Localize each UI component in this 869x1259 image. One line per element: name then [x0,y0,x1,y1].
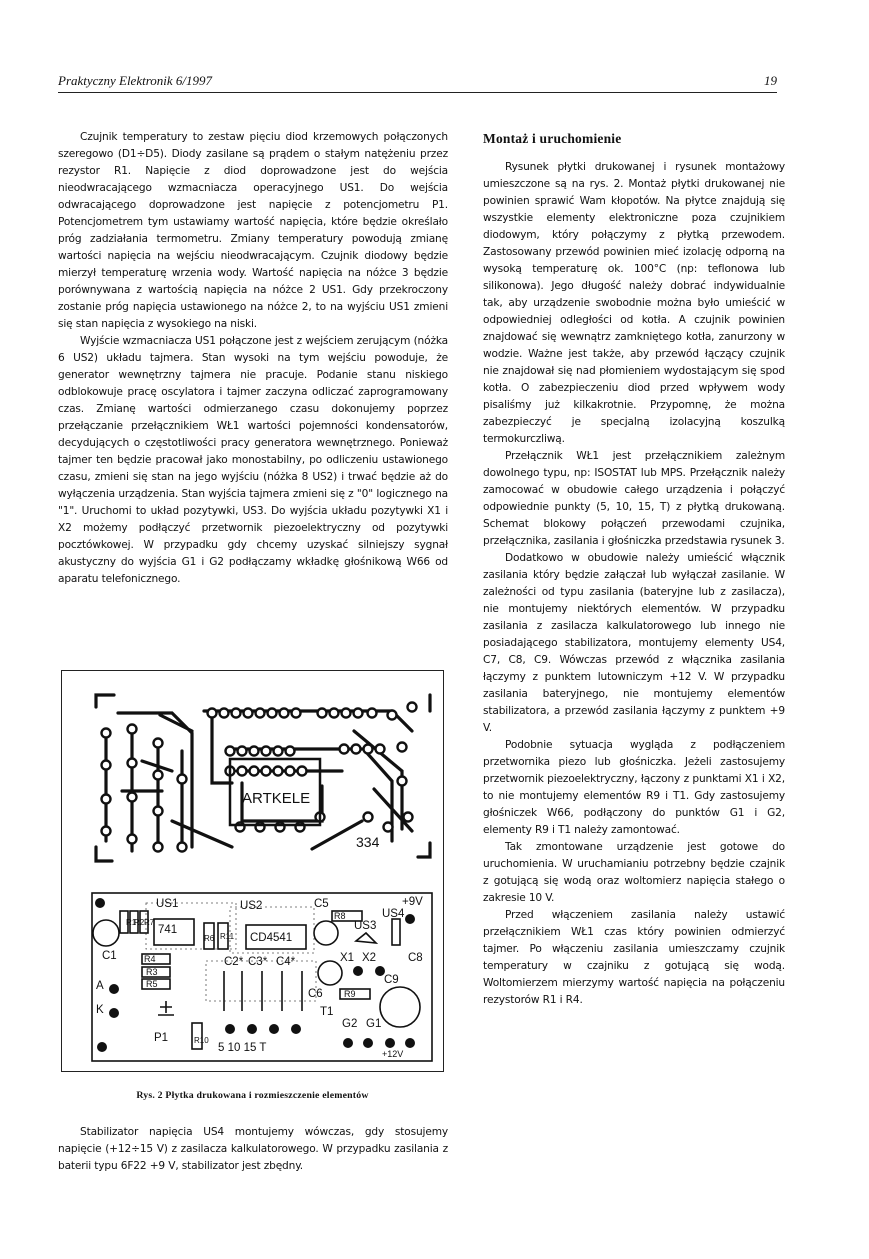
layout-label: CD4541 [250,932,293,944]
layout-label: US4 [382,908,405,920]
layout-label: C2* [224,956,244,968]
layout-label: R3 [146,967,158,977]
layout-label: R2 [134,918,145,927]
layout-label: R7 [144,918,155,927]
layout-label: +9V [402,896,423,908]
layout-label: US2 [240,900,263,912]
layout-label: C1 [102,950,117,962]
paragraph: Stabilizator napięcia US4 montujemy wówczas, gdy stosujemy napięcie (+12÷15 V) z zasilacza kalkulatorowego. W przypadku zasilania z baterii typu 6F22 +9 V, stabilizator jest zbędny. [58,1126,448,1172]
figure-caption: Rys. 2 Płytka drukowana i rozmieszczenie elementów [136,1090,369,1101]
layout-label: +12V [382,1049,404,1059]
layout-label: R1 [126,918,137,927]
layout-label: R5 [146,979,158,989]
layout-label: R10 [194,1036,209,1045]
layout-label: R4 [144,954,156,964]
layout-label: R9 [344,989,356,999]
figure-pcb [61,670,444,1072]
journal-title: Praktyczny Elektronik 6/1997 [58,73,213,88]
layout-label: R11 [220,932,235,941]
layout-label: X1 [340,952,355,964]
page-number: 19 [764,73,777,88]
layout-label: A [96,980,104,992]
layout-label: US3 [354,920,377,932]
paragraph: Dodatkowo w obudowie należy umieścić włącznik zasilania który będzie załączał lub wyłączał zasilanie. W zależności od typu zasilania (bateryjne lub z zasilacza), nie montujemy niektórych elementów. W przypadku zasilania z zasilacza kalkulatorowego lub innego nie posiadającego stabilizatora, montujemy elementy US4, C7, C8, C9. Wówczas przewód z włącznika zasilania łączymy z punktem lutowniczym +12 V. W przypadku zasilania bateryjnego, nie montujemy elementów stabilizatora, a przewód zasilania łączymy z punktem +9 V. [483,552,785,734]
layout-label: R8 [334,911,346,921]
layout-label: C5 [314,898,329,910]
layout-label: T1 [320,1006,334,1018]
layout-label: US1 [156,898,179,910]
left-column-top [58,129,448,588]
pcb-label-number: 334 [356,834,380,850]
layout-label: G1 [366,1018,382,1030]
left-column-bottom [58,1124,448,1175]
layout-label: G2 [342,1018,358,1030]
section-heading: Montaż i uruchomienie [483,131,622,146]
paragraph: Rysunek płytki drukowanej i rysunek montażowy umieszczone są na rys. 2. Montaż płytki drukowanej nie powinien sprawić Wam kłopotów. Na płytce znajdują się wszystkie elementy elektroniczne poza czujnikiem diodowym, który połączymy z płytką przewodem. Zastosowany przewód powinien mieć izolację odporną na wysoką temperaturę ok. 100°C (np: teflonowa lub silikonowa). Jego długość należy dobrać indywidualnie tak, aby urządzenie swobodnie można było umieścić w odpowiedniej odległości od kotła. A czujnik powinien znajdować się wewnątrz zamkniętego kotła, zanurzony w wodzie. Ważne jest także, aby przewód łączący czujnik nie znajdował się nad płomieniem wydostającym się spod kotła. O zabezpieczeniu diod przed wpływem wody pisaliśmy już kilkakrotnie. Przypomnę, że można zabezpieczyć je specjalną izolacyjną koszulką termokurczliwą. [483,161,785,445]
pcb-drawing [62,671,443,1071]
layout-label: C9 [384,974,399,986]
paragraph: Tak zmontowane urządzenie jest gotowe do uruchomienia. W uruchamianiu potrzebny będzie czajnik z gotującą się wodą oraz woltomierz napięcia stałego o zakresie 10 V. [483,841,785,904]
paragraph: Podobnie sytuacja wygląda z podłączeniem przetwornika piezo lub głośniczka. Jeżeli zastosujemy przetwornik piezoelektryczny, łączony z punktami X1 i X2, to nie montujemy elementów R9 i T1. Gdy zastosujemy głośniczek W66, podłączony do punktów G1 i G2, elementy R9 i T1 należy zamontować. [483,739,785,836]
layout-label: C8 [408,952,423,964]
right-column [483,130,785,1009]
paragraph: Przełącznik WŁ1 jest przełącznikiem zależnym dowolnego typu, np: ISOSTAT lub MPS. Przełącznik należy zamocować w obudowie całego urządzenia i połączyć odpowiednie punkty (5, 10, 15, T) z płytką drukowaną. Schemat blokowy połączeń przewodami czujnika, przełącznika, zasilania i głośniczka przedstawia rysunek 3. [483,450,785,547]
layout-label: R6 [204,934,215,943]
layout-label: 741 [158,924,178,936]
layout-label: C6 [308,988,323,1000]
pcb-label-artkele: ARTKELE [242,790,311,807]
paragraph: Wyjście wzmacniacza US1 połączone jest z wejściem zerującym (nóżka 6 US2) układu tajmera. Stan wysoki na tym wejściu powoduje, że generator wewnętrzny tajmera nie pracuje. Podanie stanu niskiego odblokowuje pracę oscylatora i tajmer zaczyna odliczać zaprogramowany czas. Zmianę wartości odmierzanego czasu dokonujemy poprzez przełączanie przełącznikiem WŁ1 wartości pojemności kondensatorów, decydujących o częstotliwości pracy generatora wewnętrznego. Ponieważ tajmer ten będzie pracował jako monostabilny, po odliczeniu ustawionego czasu, zmieni się stan na jego wyjściu (nóżka 8 US2) i trwać będzie aż do wyłączenia urządzenia. Stan wyjścia tajmera zmieni się z "0" logicznego na "1". Uruchomi to układ pozytywki, US3. Do wyjścia układu pozytywki X1 i X2 możemy podłączyć przetwornik piezoelektryczny od pozytywki pocztówkowej. W przypadku gdy chcemy uzyskać silniejszy sygnał akustyczny do wyjścia G1 i G2 podłączamy wkładkę głośnikową W66 od aparatu telefonicznego. [58,335,448,585]
layout-label: C3* [248,956,268,968]
layout-label: K [96,1004,104,1016]
page-header [58,70,777,93]
layout-label: 5 10 15 T [218,1042,267,1054]
paragraph: Czujnik temperatury to zestaw pięciu diod krzemowych połączonych szeregowo (D1÷D5). Diody zasilane są prądem o stałym natężeniu przez rezystor R1. Napięcie z diod doprowadzone jest do wejścia nieodwracającego wzmacniacza operacyjnego US1. Do wejścia odwracającego doprowadzone jest napięcie z potencjometru P1. Potencjometrem tym ustawiamy wartość napięcia, które będzie określało próg zadziałania termometru. Zmiany temperatury powodują zmianę wartości napięcia na wejściu nieodwracającym. Czujnik diodowy będzie mierzył temperaturę wrzenia wody. Wartość napięcia na nóżce 3 będzie porównywana z wartością napięcia na nóżce 2 US1. Gdy przekroczony zostanie próg napięcia ustawionego na nóżce 2, to na wyjściu US1 zmieni się stan napięcia z wysokiego na niski. [58,131,448,330]
layout-label: C4* [276,956,296,968]
layout-label: X2 [362,952,377,964]
layout-label: P1 [154,1032,169,1044]
paragraph: Przed włączeniem zasilania należy ustawić przełącznikiem WŁ1 czas który powinien odmierzyć tajmer. Po włączeniu zasilania umieszczamy czujnik temperatury w czajniku z gotującą się wodą. Woltomierzem mierzymy wartość napięcia na połączeniu rezystorów R1 i R4. [483,909,785,1006]
